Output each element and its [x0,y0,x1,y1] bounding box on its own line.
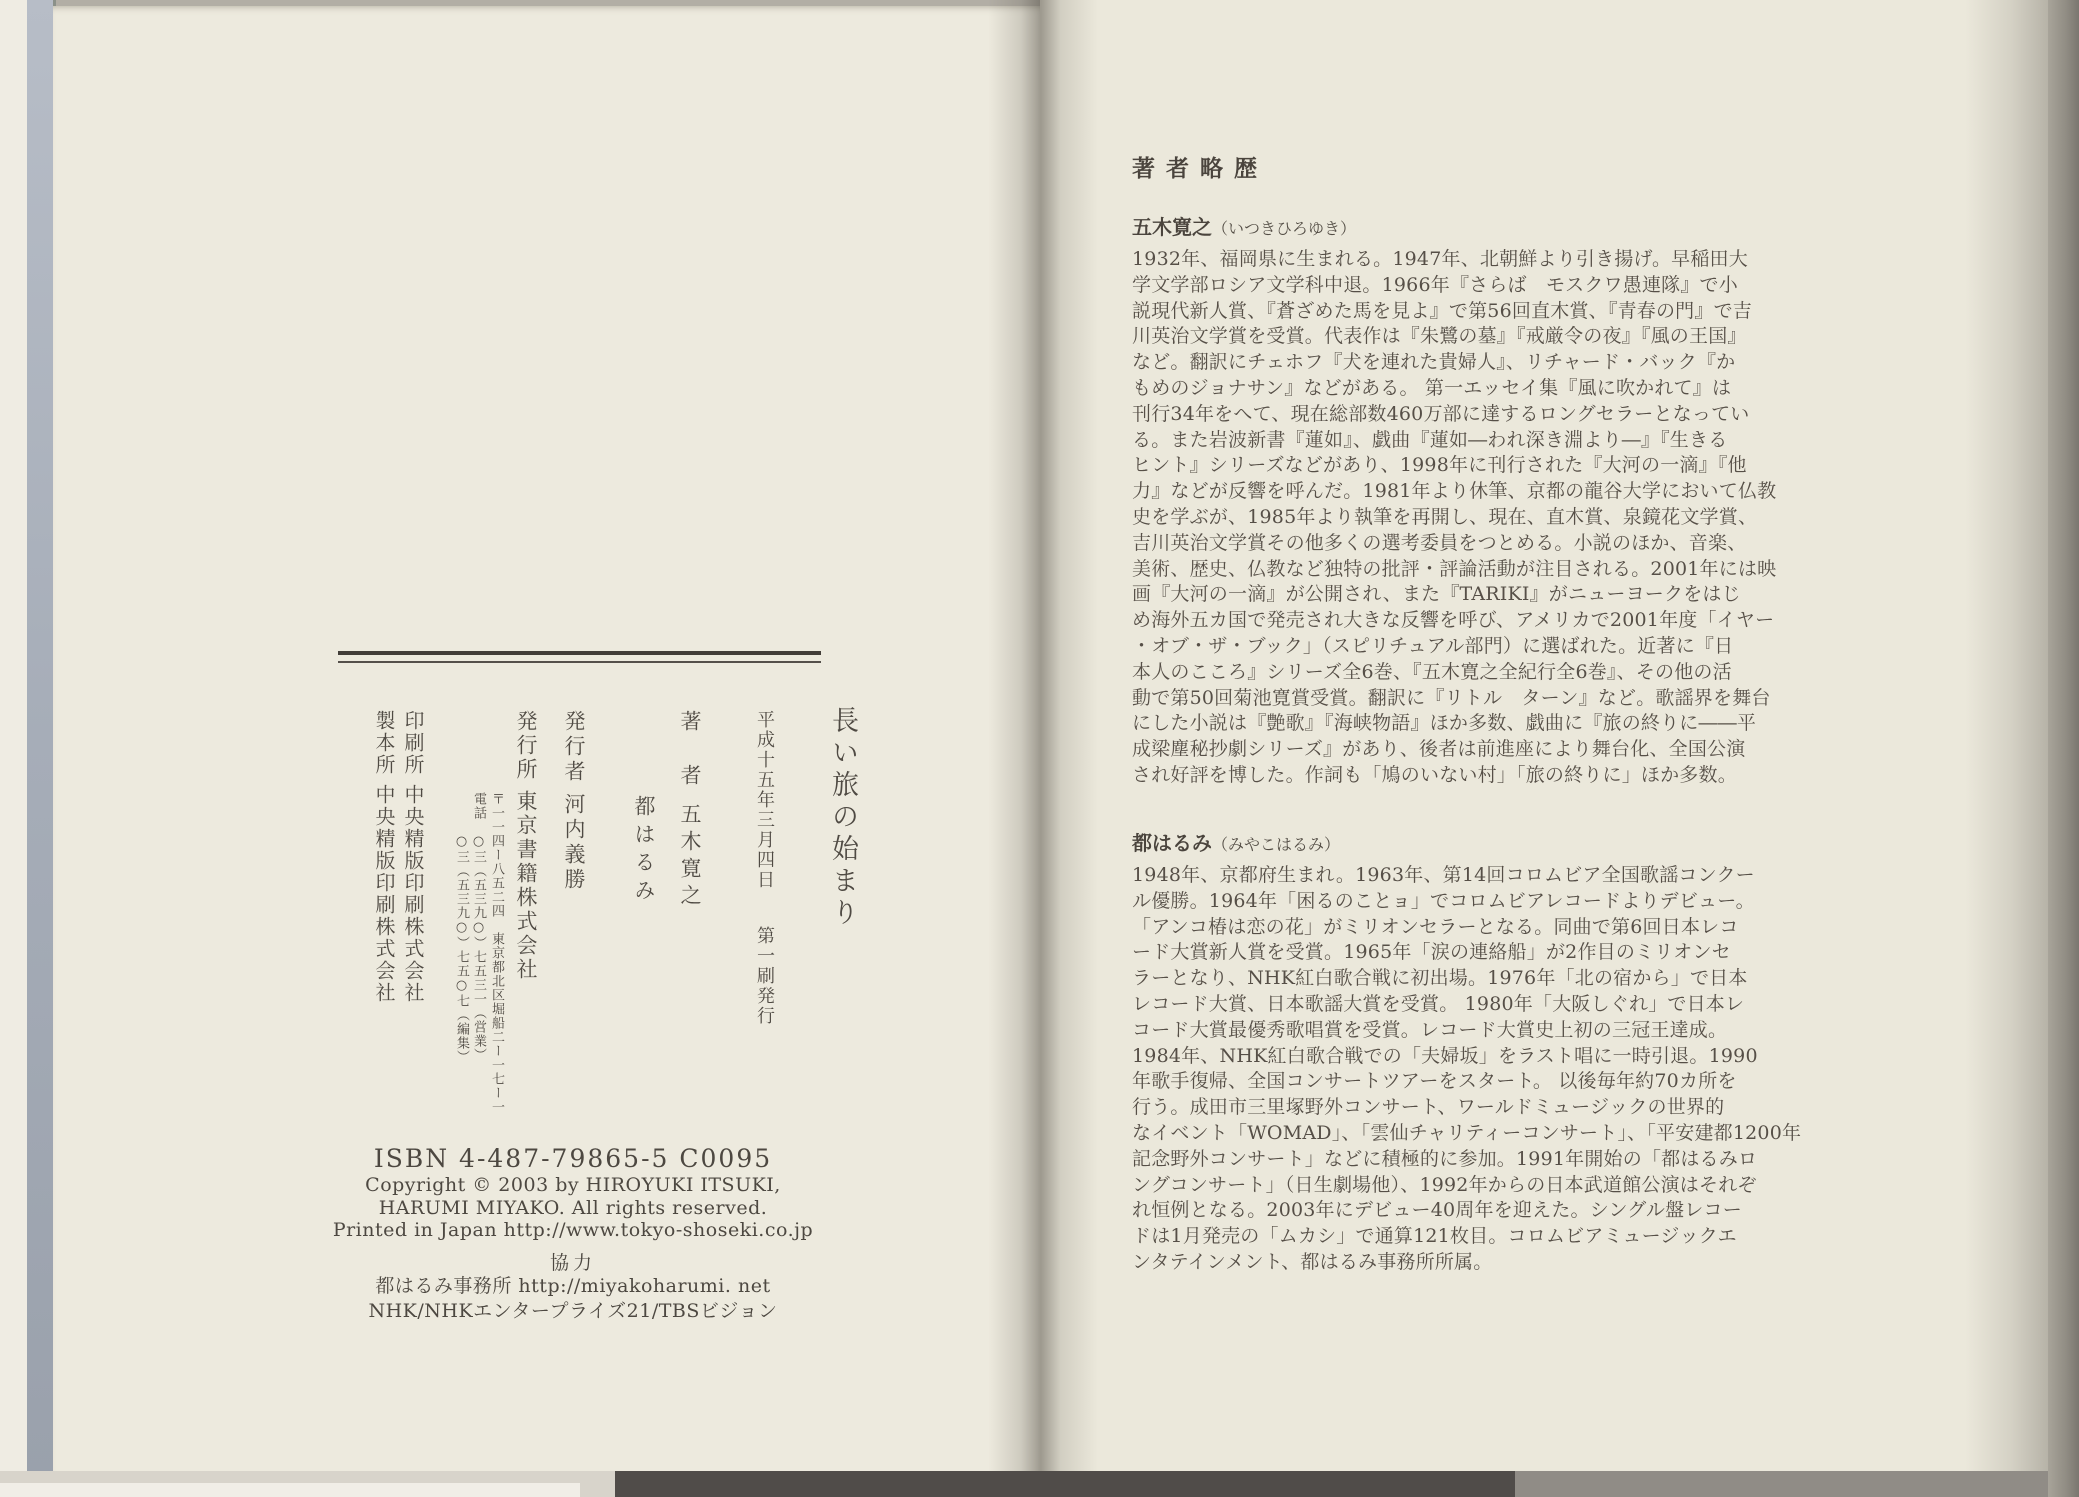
phone-sales: 電話 ○三（五三九○）七五三一（営業） [471,792,486,1062]
printer-label: 印刷所 [401,710,425,776]
phone-editorial: ○三（五三九○）七五○七（編集） [454,834,469,1064]
text-line: 1932年、福岡県に生まれる。1947年、北朝鮮より引き揚げ。早稲田大 [1132,248,1748,270]
isbn-number: ISBN 4-487-79865-5 C0095 [373,1144,773,1173]
binder-name: 中央精版印刷株式会社 [372,784,396,1004]
author-label: 著 者 [678,710,702,791]
text-line: 記念野外コンサート」などに積極的に参加。1991年開始の「都はるみロ [1132,1147,1758,1170]
cooperation-label: 協力 [549,1251,596,1274]
text-line: ラーとなり、NHK紅白歌合戦に初出場。1976年「北の宿から」で日本 [1132,967,1748,990]
copyright-line-2: HARUMI MIYAKO. All rights reserved. [378,1196,768,1219]
text-line: レコード大賞、日本歌謡大賞を受賞。 1980年「大阪しぐれ」で日本レ [1132,992,1745,1015]
text-line: ード大賞新人賞を受賞。1965年「涙の連絡船」が2作目のミリオンセ [1132,941,1731,964]
publisher-label: 発行者 [562,710,586,785]
author-bio-page [1040,0,2049,1471]
cooperation-credit-1: 都はるみ事務所 http://miyakoharumi. net [375,1274,771,1297]
bottom-scanner-gap [615,1471,1515,1497]
text-line: 史を学ぶが、1985年より執筆を再開し、現在、直木賞、泉鏡花文学賞、 [1132,505,1758,528]
printer-column [399,710,428,1004]
bio-name: 五木寛之 [1132,215,1212,239]
bottom-cover-edge [1515,1471,2079,1497]
text-line: もめのジョナサン』などがある。 第一エッセイ集『風に吹かれて』は [1132,376,1732,399]
author-name-1: 五木寛之 [678,803,702,911]
text-line: 成梁塵秘抄劇シリーズ』があり、後者は前進座により舞台化、全国公演 [1132,738,1746,761]
publisher-column [559,710,589,893]
text-line: る。また岩波新書『蓮如』、戯曲『蓮如―われ深き淵より―』『生きる [1132,428,1728,451]
cooperation-credit-2: NHK/NHKエンタープライズ21/TBSビジョン [368,1299,778,1322]
text-line: 行う。成田市三里塚野外コンサート、ワールドミュージックの世界的 [1132,1096,1725,1119]
issuer-name: 東京書籍株式会社 [514,790,538,982]
bottom-paper-edge [0,1483,580,1497]
text-line: 1948年、京都府生まれ。1963年、第14回コロムビア全国歌謡コンクー [1132,864,1755,886]
text-line: れ恒例となる。2003年にデビュー40周年を迎えた。シングル盤レコー [1132,1199,1742,1222]
colophon-rule-thick [338,651,821,655]
bio-text [1132,863,1832,1276]
text-line: 川英治文学賞を受賞。代表作は『朱鷺の墓』『戒厳令の夜』『風の王国』 [1132,325,1747,348]
text-line: 動で第50回菊池寛賞受賞。翻訳に『リトル ターン』など。歌謡界を舞台 [1132,686,1771,709]
colophon-page [53,6,1040,1471]
text-line: 本人のこころ』シリーズ全6巻、『五木寛之全紀行全6巻』、その他の活 [1132,660,1732,683]
text-line: 1984年、NHK紅白歌合戦での「夫婦坂」をラスト唱に一時引退。1990 [1132,1044,1758,1067]
bio-itsuki-hiroyuki [1132,211,1832,789]
author-name-2: 都はるみ [632,795,656,907]
text-line: ングコンサート」（日生劇場他）、1992年からの日本武道館公演はそれぞ [1132,1173,1757,1196]
issuer-label: 発行所 [514,710,538,782]
printer-name: 中央精版印刷株式会社 [401,784,425,1004]
bio-miyako-harumi [1132,827,1832,1276]
text-line: ンタテインメント、都はるみ事務所所属。 [1132,1250,1493,1273]
bio-text [1132,247,1832,789]
bio-name-reading: （いつきひろゆき） [1212,219,1357,238]
bio-name-line [1132,827,1832,856]
colophon-rule-thin [338,661,821,663]
text-line: にした小説は『艶歌』『海峡物語』ほか多数、戯曲に『旅の終りに――平 [1132,712,1757,735]
edition-date [751,710,777,1026]
binder-label: 製本所 [372,710,396,776]
left-book-cover-edge [27,0,56,1478]
book-title: 長い旅の始まり [827,706,858,930]
text-line: 説現代新人賞、『蒼ざめた馬を見よ』で第56回直木賞、『青春の門』で吉 [1132,299,1752,322]
credits-block [283,1144,863,1324]
publisher-address: 〒一一四ー八五二四 東京都北区堀船二ー一七ー一 [489,792,504,1114]
text-line: 年歌手復帰、全国コンサートツアーをスタート。 以後毎年約70カ所を [1132,1070,1737,1093]
text-line: 「アンコ椿は恋の花」がミリオンセラーとなる。同曲で第6回日本レコ [1132,915,1739,938]
text-line: コード大賞最優秀歌唱賞を受賞。レコード大賞史上初の三冠王達成。 [1132,1018,1728,1041]
printed-in-japan-line: Printed in Japan http://www.tokyo-shoseki.co.jp [332,1219,814,1241]
text-line: 力』などが反響を呼んだ。1981年より休筆、京都の龍谷大学において仏教 [1132,480,1777,503]
page-heading: 著者略歴 [1132,155,1268,182]
text-line: 美術、歴史、仏教など独特の批評・評論活動が注目される。2001年には映 [1132,557,1777,580]
text-line: 刊行34年をへて、現在総部数460万部に達するロングセラーとなってい [1132,402,1750,425]
binder-column [370,710,399,1004]
publication-date: 平成十五年三月四日 [754,710,775,890]
text-line: ヒント』シリーズなどがあり、1998年に刊行された『大河の一滴』『他 [1132,454,1747,477]
text-line: 吉川英治文学賞その他多くの選考委員をつとめる。小説のほか、音楽、 [1132,531,1747,554]
publisher-name: 河内義勝 [562,793,586,893]
text-line: なイベント「WOMAD」、「雲仙チャリティーコンサート」、「平安建都1200年 [1132,1121,1802,1144]
text-line: ル優勝。1964年「困るのことョ」でコロムビアレコードよりデビュー。 [1132,889,1755,912]
left-page-edge-paper [0,0,27,1473]
text-line: され好評を博した。作詞も「鳩のいない村」「旅の終りに」ほか多数。 [1132,763,1737,786]
copyright-line-1: Copyright © 2003 by HIROYUKI ITSUKI, [365,1174,781,1196]
text-line: ・オブ・ザ・ブック」（スピリチュアル部門）に選ばれた。近著に『日 [1132,634,1734,657]
edition-label: 第一刷発行 [754,926,775,1026]
text-line: め海外五カ国で発売され大きな反響を呼び、アメリカで2001年度「イヤー [1132,609,1775,632]
text-line: 学文学部ロシア文学科中退。1966年『さらば モスクワ愚連隊』で小 [1132,273,1738,296]
text-line: ドは1月発売の「ムカシ」で通算121枚目。コロムビアミュージックエ [1132,1225,1737,1248]
text-line: など。翻訳にチェホフ『犬を連れた貴婦人』、リチャード・バック『か [1132,351,1736,374]
bio-name-reading: （みやこはるみ） [1212,835,1341,854]
text-line: 画『大河の一滴』が公開され、また『TARIKI』がニューヨークをはじ [1132,583,1741,606]
author-column [675,710,705,911]
bio-name: 都はるみ [1132,831,1212,855]
bio-name-line [1132,211,1832,240]
issuer-column [511,710,541,982]
right-book-cover-edge [2048,0,2079,1497]
